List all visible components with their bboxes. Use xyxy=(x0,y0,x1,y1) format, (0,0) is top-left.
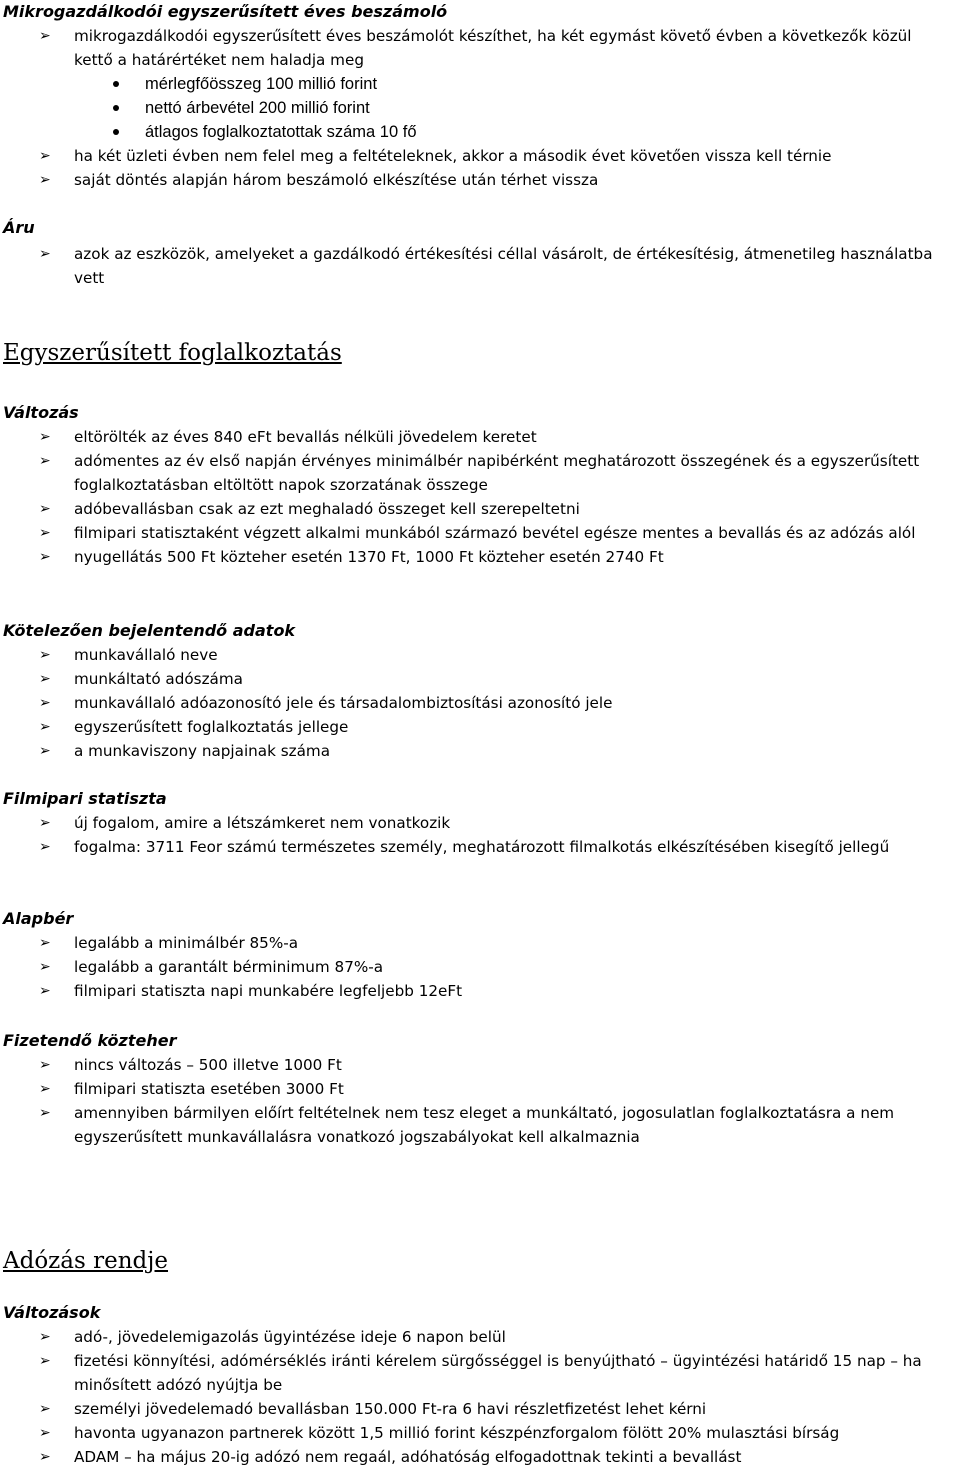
list-item xyxy=(0,1053,960,1077)
arrow-bullet-icon: ➢ xyxy=(39,1057,51,1073)
section-3 xyxy=(0,401,960,569)
list-item-text: legalább a minimálbér 85%-a xyxy=(74,934,299,952)
list-item xyxy=(0,955,960,979)
list-item-text: munkavállaló adóazonosító jele és társadalombiztosítási azonosító jele xyxy=(74,694,613,712)
list-item xyxy=(0,1421,960,1445)
arrow-bullet-icon: ➢ xyxy=(39,983,51,999)
bullet-dot-icon xyxy=(113,105,119,111)
list-item-text: nincs változás – 500 illetve 1000 Ft xyxy=(74,1056,342,1074)
section-5 xyxy=(0,787,960,859)
bullet-list xyxy=(0,242,960,290)
arrow-bullet-icon: ➢ xyxy=(39,28,51,44)
list-item-text: ha két üzleti évben nem felel meg a feltételeknek, akkor a második évet követően vissza kell térnie xyxy=(74,147,832,165)
bullet-dot-icon xyxy=(113,81,119,87)
list-item xyxy=(0,739,960,763)
list-item xyxy=(0,242,960,290)
arrow-bullet-icon: ➢ xyxy=(39,839,51,855)
section-heading: Kötelezően bejelentendő adatok xyxy=(3,621,296,640)
list-item xyxy=(0,425,960,449)
sub-list-item-text: nettó árbevétel 200 millió forint xyxy=(145,99,370,117)
list-item-text: munkáltató adószáma xyxy=(74,670,243,688)
section-8 xyxy=(0,1246,960,1276)
section-heading: Változások xyxy=(3,1303,101,1322)
chapter-heading: Egyszerűsített foglalkoztatás xyxy=(3,340,342,366)
bullet-dot-icon xyxy=(113,129,119,135)
arrow-bullet-icon: ➢ xyxy=(39,671,51,687)
arrow-bullet-icon: ➢ xyxy=(39,719,51,735)
section-heading: Áru xyxy=(3,218,35,237)
list-item-text: filmipari statisztaként végzett alkalmi munkából származó bevétel egésze mentes a bevallás és az adózás alól xyxy=(74,524,916,542)
list-item-text: munkavállaló neve xyxy=(74,646,218,664)
list-item xyxy=(0,497,960,521)
arrow-bullet-icon: ➢ xyxy=(39,935,51,951)
arrow-bullet-icon: ➢ xyxy=(39,453,51,469)
bullet-list xyxy=(0,643,960,763)
arrow-bullet-icon: ➢ xyxy=(39,172,51,188)
list-item-text: mikrogazdálkodói egyszerűsített éves beszámolót készíthet, ha két egymást követő évben a következők közül kettő a határértéket nem haladja meg xyxy=(74,27,912,69)
sub-list-item-text: mérlegfőösszeg 100 millió forint xyxy=(145,75,378,93)
section-heading: Filmipari statiszta xyxy=(3,789,167,808)
arrow-bullet-icon: ➢ xyxy=(39,148,51,164)
list-item-text: eltörölték az éves 840 eFt bevallás nélküli jövedelem keretet xyxy=(74,428,537,446)
section-9 xyxy=(0,1301,960,1469)
list-item xyxy=(0,835,960,859)
list-item xyxy=(0,811,960,835)
list-item-text: ADAM – ha május 20-ig adózó nem regaál, adóhatóság elfogadottnak tekinti a bevallást xyxy=(74,1448,742,1466)
list-item xyxy=(0,667,960,691)
arrow-bullet-icon: ➢ xyxy=(39,1425,51,1441)
arrow-bullet-icon: ➢ xyxy=(39,1449,51,1465)
list-item-text: azok az eszközök, amelyeket a gazdálkodó értékesítési céllal vásárolt, de értékesítésig, átmenetileg használatba vett xyxy=(74,245,933,287)
list-item-text: saját döntés alapján három beszámoló elkészítése után térhet vissza xyxy=(74,171,599,189)
bullet-list xyxy=(0,425,960,569)
arrow-bullet-icon: ➢ xyxy=(39,743,51,759)
section-6 xyxy=(0,907,960,1003)
section-4 xyxy=(0,619,960,763)
list-item-text: filmipari statiszta napi munkabére legfeljebb 12eFt xyxy=(74,982,463,1000)
sub-list xyxy=(0,72,960,144)
sub-list-item xyxy=(0,120,960,144)
list-item-text: új fogalom, amire a létszámkeret nem vonatkozik xyxy=(74,814,451,832)
arrow-bullet-icon: ➢ xyxy=(39,525,51,541)
arrow-bullet-icon: ➢ xyxy=(39,815,51,831)
arrow-bullet-icon: ➢ xyxy=(39,549,51,565)
list-item-text: a munkaviszony napjainak száma xyxy=(74,742,331,760)
list-item-text: nyugellátás 500 Ft közteher esetén 1370 Ft, 1000 Ft közteher esetén 2740 Ft xyxy=(74,548,664,566)
list-item xyxy=(0,715,960,739)
list-item-text: adómentes az év első napján érvényes minimálbér napibérként meghatározott összegének és a egyszerűsített foglalkoztatásban eltöltött napok szorzatának összege xyxy=(74,452,920,494)
list-item-text: fogalma: 3711 Feor számú természetes személy, meghatározott filmalkotás elkészítésében kisegítő jellegű xyxy=(74,838,890,856)
bullet-list xyxy=(0,24,960,192)
list-item-text: adó-, jövedelemigazolás ügyintézése ideje 6 napon belül xyxy=(74,1328,506,1346)
list-item-text: adóbevallásban csak az ezt meghaladó összeget kell szerepeltetni xyxy=(74,500,580,518)
bullet-list xyxy=(0,1053,960,1149)
list-item xyxy=(0,449,960,497)
bullet-list xyxy=(0,931,960,1003)
sub-list-item xyxy=(0,96,960,120)
list-item-text: legalább a garantált bérminimum 87%-a xyxy=(74,958,384,976)
list-item xyxy=(0,1101,960,1149)
arrow-bullet-icon: ➢ xyxy=(39,1401,51,1417)
list-item xyxy=(0,1077,960,1101)
list-item-text: fizetési könnyítési, adómérséklés iránti kérelem sürgősséggel is benyújtható – ügyintézési határidő 15 nap – ha minősített adózó nyújtja be xyxy=(74,1352,922,1394)
arrow-bullet-icon: ➢ xyxy=(39,1329,51,1345)
list-item-text: egyszerűsített foglalkoztatás jellege xyxy=(74,718,349,736)
section-1 xyxy=(0,216,960,290)
arrow-bullet-icon: ➢ xyxy=(39,246,51,262)
list-item-text: havonta ugyanazon partnerek között 1,5 millió forint készpénzforgalom fölött 20% mulasztási bírság xyxy=(74,1424,840,1442)
list-item xyxy=(0,1445,960,1469)
arrow-bullet-icon: ➢ xyxy=(39,501,51,517)
list-item xyxy=(0,168,960,192)
bullet-list xyxy=(0,811,960,859)
list-item xyxy=(0,1397,960,1421)
list-item xyxy=(0,521,960,545)
list-item xyxy=(0,1349,960,1397)
arrow-bullet-icon: ➢ xyxy=(39,695,51,711)
section-heading: Mikrogazdálkodói egyszerűsített éves beszámoló xyxy=(3,2,448,21)
list-item xyxy=(0,643,960,667)
section-0 xyxy=(0,0,960,192)
list-item xyxy=(0,979,960,1003)
section-7 xyxy=(0,1029,960,1149)
section-heading: Alapbér xyxy=(3,909,74,928)
arrow-bullet-icon: ➢ xyxy=(39,1353,51,1369)
section-heading: Változás xyxy=(3,403,79,422)
arrow-bullet-icon: ➢ xyxy=(39,959,51,975)
list-item xyxy=(0,24,960,72)
list-item xyxy=(0,931,960,955)
bullet-list xyxy=(0,1325,960,1469)
list-item-text: filmipari statiszta esetében 3000 Ft xyxy=(74,1080,344,1098)
list-item-text: amennyiben bármilyen előírt feltételnek nem tesz eleget a munkáltató, jogosulatlan foglalkoztatásra a nem egyszerűsített munkavállalásra vonatkozó jogszabályokat kell alkalmaznia xyxy=(74,1104,895,1146)
chapter-heading: Adózás rendje xyxy=(3,1248,169,1274)
list-item xyxy=(0,1325,960,1349)
section-2 xyxy=(0,338,960,368)
sub-list-item xyxy=(0,72,960,96)
list-item xyxy=(0,545,960,569)
list-item-text: személyi jövedelemadó bevallásban 150.000 Ft-ra 6 havi részletfizetést lehet kérni xyxy=(74,1400,707,1418)
arrow-bullet-icon: ➢ xyxy=(39,429,51,445)
list-item xyxy=(0,691,960,715)
section-heading: Fizetendő közteher xyxy=(3,1031,177,1050)
list-item xyxy=(0,144,960,168)
arrow-bullet-icon: ➢ xyxy=(39,647,51,663)
arrow-bullet-icon: ➢ xyxy=(39,1105,51,1121)
sub-list-item-text: átlagos foglalkoztatottak száma 10 fő xyxy=(145,123,417,141)
arrow-bullet-icon: ➢ xyxy=(39,1081,51,1097)
sub-list-container xyxy=(0,72,960,144)
